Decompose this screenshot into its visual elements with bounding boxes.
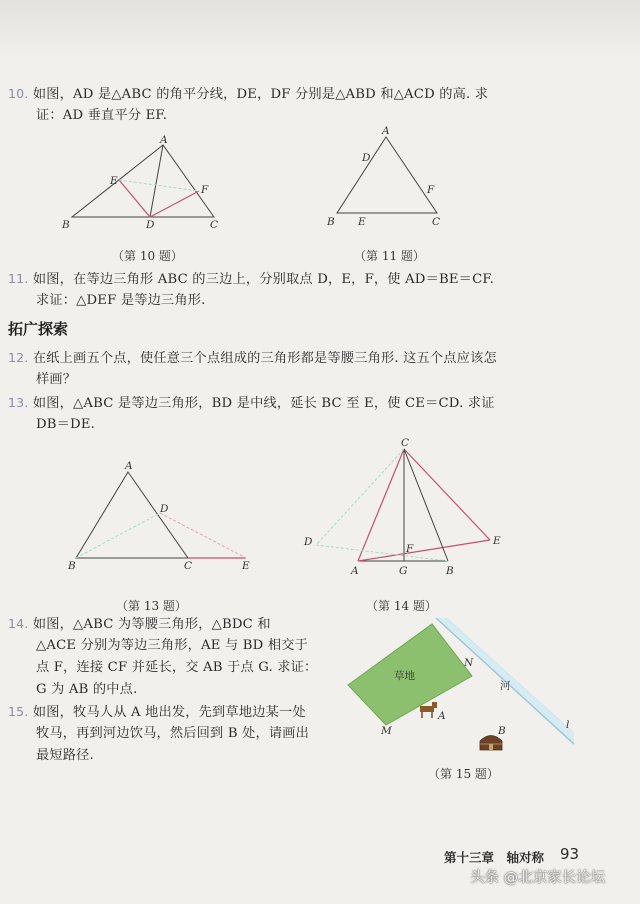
footer-page-number: 93 (560, 845, 580, 863)
fig10-label-b: B (62, 219, 70, 231)
problem-15-line1: 15. 如图，牧马人从 A 地出发，先到草地边某一处 (8, 704, 306, 720)
fig15-label-m: M (381, 725, 392, 737)
yurt-icon (480, 736, 502, 751)
fig15-label-n: N (464, 657, 474, 669)
caption-fig10: （第 10 题） (112, 249, 183, 263)
problem-12-line1: 12. 在纸上画五个点，使任意三个点组成的三角形都是等腰三角形. 这五个点应该怎 (8, 350, 497, 366)
fig13-label-d: D (160, 503, 169, 515)
fig13-label-e: E (242, 560, 250, 572)
problem-13-number: 13. (8, 395, 29, 410)
caption-fig14: （第 14 题） (366, 599, 437, 613)
fig15-label-l: l (566, 719, 570, 731)
figure-15 (344, 616, 584, 776)
problem-12-line2: 样画？ (36, 372, 77, 387)
page-fold-shadow (0, 0, 640, 60)
fig11-label-b: B (327, 216, 335, 228)
fig14-label-d: D (304, 536, 313, 548)
fig11-label-c: C (432, 216, 441, 228)
fig10-label-c: C (210, 219, 219, 231)
problem-13-line2: DB＝DE. (36, 417, 96, 432)
caption-fig11: （第 11 题） (354, 249, 425, 263)
problem-11-line1: 11. 如图，在等边三角形 ABC 的三边上，分别取点 D，E，F，使 AD＝BE＝CF. (8, 271, 495, 287)
problem-11-line2: 求证：△DEF 是等边三角形. (36, 293, 206, 308)
fig14-label-f: F (406, 543, 414, 555)
fig10-label-a: A (160, 134, 168, 146)
fig13-label-c: C (184, 560, 193, 572)
problem-14-line2: △ACE 分别为等边三角形，AE 与 BD 相交于 (36, 638, 309, 653)
fig15-label-b: B (498, 725, 506, 737)
fig14-label-b: B (446, 565, 454, 577)
footer-chapter: 第十三章 轴对称 (444, 850, 545, 865)
fig11-label-d: D (362, 152, 371, 164)
problem-13-line1: 13. 如图，△ABC 是等边三角形，BD 是中线，延长 BC 至 E，使 CE＝CD. 求证 (8, 395, 495, 411)
fig11-label-a: A (382, 125, 390, 137)
problem-14-number: 14. (8, 616, 29, 631)
problem-15-line2: 牧马，再到河边饮马，然后回到 B 处，请画出 (36, 726, 310, 741)
problem-10-number: 10. (8, 86, 29, 101)
problem-10-line1: 10. 如图，AD 是△ABC 的角平分线，DE，DF 分别是△ABD 和△ACD 的高. 求 (8, 86, 489, 102)
problem-12-number: 12. (8, 350, 29, 365)
fig10-label-f: F (201, 184, 209, 196)
figure-10 (60, 135, 230, 245)
figure-11 (326, 125, 456, 238)
fig10-label-e: E (110, 175, 118, 187)
figure-14 (300, 437, 520, 577)
fig14-label-a: A (351, 565, 359, 577)
watermark: 头条 @北京家长论坛 (470, 870, 606, 886)
problem-15-line3: 最短路径. (36, 748, 94, 763)
fig14-label-e: E (493, 535, 501, 547)
fig15-label-grass: 草地 (394, 670, 415, 682)
caption-fig13: （第 13 题） (116, 599, 187, 613)
problem-14-line1: 14. 如图，△ABC 为等腰三角形，△BDC 和 (8, 616, 271, 632)
figure-13 (64, 460, 264, 570)
fig13-label-a: A (125, 460, 133, 472)
problem-14-line3: 点 F，连接 CF 并延长，交 AB 于点 G. 求证： (36, 660, 318, 675)
fig14-label-c: C (401, 437, 410, 449)
fig11-label-e: E (358, 216, 366, 228)
problem-11-number: 11. (8, 271, 29, 286)
fig15-label-a: A (438, 710, 446, 722)
fig11-label-f: F (427, 184, 435, 196)
section-title: 拓广探索 (8, 320, 69, 338)
fig10-label-d: D (146, 219, 155, 231)
problem-14-line4: G 为 AB 的中点. (36, 682, 138, 697)
caption-fig15: （第 15 题） (428, 767, 499, 781)
fig14-label-g: G (399, 565, 408, 577)
problem-10-line2: 证：AD 垂直平分 EF. (36, 108, 168, 123)
fig13-label-b: B (68, 560, 76, 572)
problem-15-number: 15. (8, 704, 29, 719)
fig15-label-river: 河 (500, 680, 511, 692)
